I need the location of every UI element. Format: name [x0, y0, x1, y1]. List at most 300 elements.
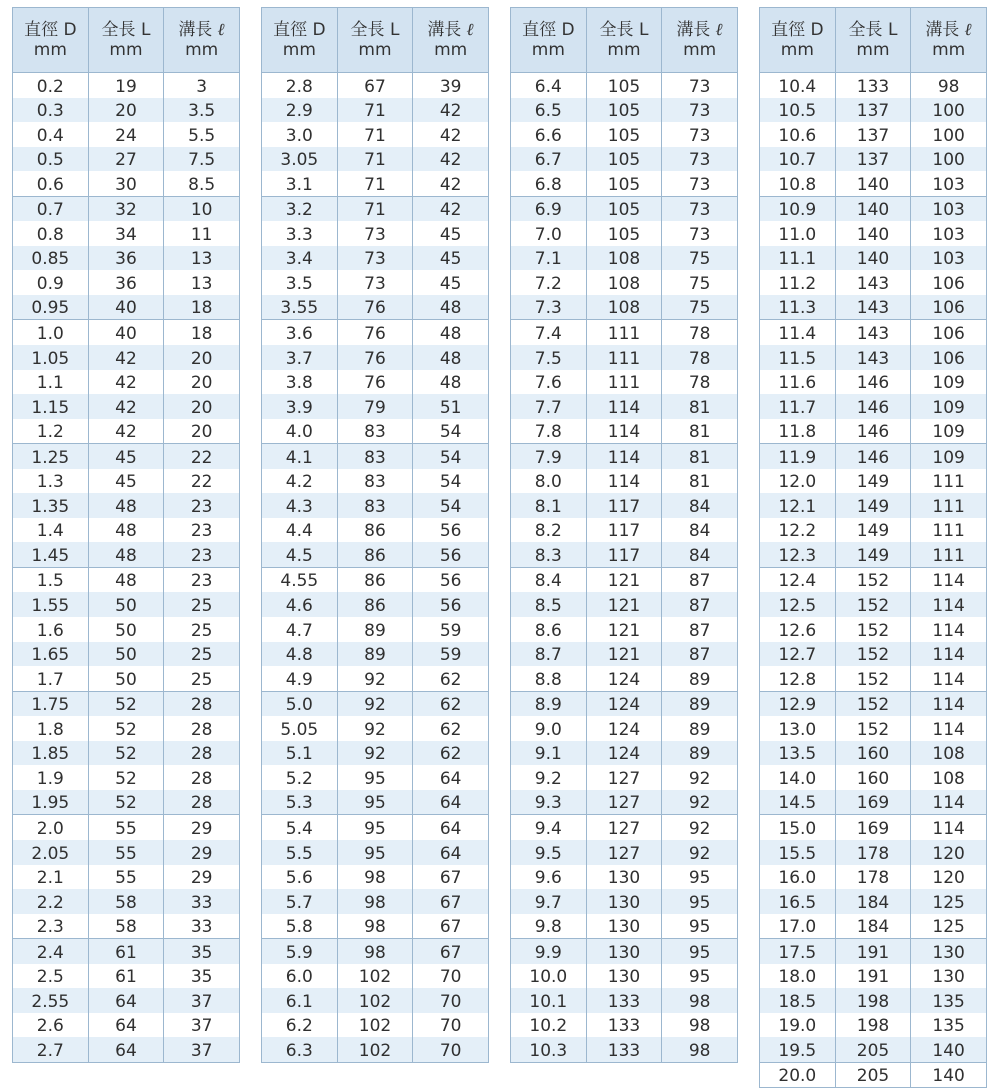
table-row — [262, 889, 489, 914]
total-length-header — [586, 8, 662, 73]
flute-length-cell: 120 — [911, 840, 987, 865]
flute-length-cell: 5.5 — [164, 122, 240, 147]
diameter-cell: 5.9 — [262, 939, 338, 964]
header-label: 溝長 — [178, 20, 218, 40]
table-row — [760, 1013, 987, 1038]
total-length-cell: 117 — [586, 542, 662, 567]
diameter-cell: 11.6 — [760, 370, 836, 395]
total-length-cell: 152 — [835, 716, 911, 741]
diameter-cell: 1.15 — [13, 394, 89, 419]
flute-length-cell: 70 — [413, 1037, 489, 1062]
diameter-cell: 4.1 — [262, 444, 338, 469]
table-row — [760, 493, 987, 518]
flute-length-cell: 54 — [413, 469, 489, 494]
diameter-cell: 14.5 — [760, 790, 836, 815]
total-length-cell: 92 — [337, 666, 413, 691]
total-length-cell: 45 — [88, 444, 164, 469]
total-length-cell: 19 — [88, 73, 164, 98]
table-row — [511, 716, 738, 741]
diameter-cell: 3.1 — [262, 171, 338, 196]
header-label: 溝長 — [676, 20, 716, 40]
table-row — [760, 518, 987, 543]
table-row — [511, 370, 738, 395]
diameter-cell: 8.8 — [511, 666, 587, 691]
table-row — [760, 765, 987, 790]
flute-length-cell: 25 — [164, 666, 240, 691]
diameter-cell: 2.0 — [13, 815, 89, 840]
total-length-cell: 184 — [835, 889, 911, 914]
table-row — [760, 98, 987, 123]
header-row — [13, 8, 240, 73]
flute-length-cell: 64 — [413, 840, 489, 865]
table-row — [760, 370, 987, 395]
flute-length-cell: 106 — [911, 270, 987, 295]
table-row — [13, 394, 240, 419]
flute-length-cell: 23 — [164, 567, 240, 592]
flute-length-header — [662, 8, 738, 73]
total-length-cell: 52 — [88, 741, 164, 766]
flute-length-cell: 62 — [413, 741, 489, 766]
table-row — [13, 765, 240, 790]
flute-length-cell: 114 — [911, 716, 987, 741]
flute-length-cell: 48 — [413, 295, 489, 320]
header-row — [511, 8, 738, 73]
flute-length-cell: 42 — [413, 147, 489, 172]
flute-length-cell: 111 — [911, 518, 987, 543]
total-length-cell: 127 — [586, 765, 662, 790]
diameter-cell: 12.5 — [760, 592, 836, 617]
diameter-cell: 8.1 — [511, 493, 587, 518]
flute-length-cell: 81 — [662, 419, 738, 444]
table-row — [262, 444, 489, 469]
table-row — [13, 567, 240, 592]
flute-length-cell: 73 — [662, 122, 738, 147]
flute-length-cell: 114 — [911, 617, 987, 642]
total-length-cell: 83 — [337, 419, 413, 444]
flute-length-cell: 3 — [164, 73, 240, 98]
flute-length-cell: 7.5 — [164, 147, 240, 172]
table-row — [262, 939, 489, 964]
diameter-cell: 3.55 — [262, 295, 338, 320]
flute-length-cell: 25 — [164, 617, 240, 642]
diameter-cell: 3.4 — [262, 246, 338, 271]
total-length-cell: 50 — [88, 592, 164, 617]
diameter-cell: 7.9 — [511, 444, 587, 469]
flute-length-cell: 75 — [662, 246, 738, 271]
total-length-cell: 152 — [835, 617, 911, 642]
table-row — [262, 122, 489, 147]
flute-length-cell: 106 — [911, 345, 987, 370]
flute-length-cell: 70 — [413, 1013, 489, 1038]
table-row — [760, 196, 987, 221]
total-length-cell: 61 — [88, 939, 164, 964]
total-length-cell: 71 — [337, 171, 413, 196]
flute-length-cell: 23 — [164, 518, 240, 543]
table-row — [511, 889, 738, 914]
table-row — [262, 964, 489, 989]
diameter-cell: 2.6 — [13, 1013, 89, 1038]
diameter-cell: 9.4 — [511, 815, 587, 840]
total-length-cell: 71 — [337, 98, 413, 123]
diameter-cell: 0.9 — [13, 270, 89, 295]
table-row — [760, 617, 987, 642]
flute-length-cell: 64 — [413, 765, 489, 790]
total-length-cell: 73 — [337, 221, 413, 246]
diameter-cell: 1.75 — [13, 691, 89, 716]
diameter-cell: 5.7 — [262, 889, 338, 914]
total-length-cell: 140 — [835, 221, 911, 246]
diameter-cell: 9.6 — [511, 865, 587, 890]
total-length-cell: 149 — [835, 493, 911, 518]
diameter-cell: 1.45 — [13, 542, 89, 567]
flute-length-cell: 125 — [911, 914, 987, 939]
table-row — [262, 691, 489, 716]
flute-length-cell: 109 — [911, 370, 987, 395]
diameter-cell: 2.55 — [13, 988, 89, 1013]
total-length-cell: 52 — [88, 691, 164, 716]
flute-length-cell: 114 — [911, 567, 987, 592]
total-length-cell: 169 — [835, 815, 911, 840]
flute-length-cell: 54 — [413, 493, 489, 518]
table-row — [13, 320, 240, 345]
flute-length-cell: 56 — [413, 567, 489, 592]
total-length-cell: 86 — [337, 542, 413, 567]
diameter-cell: 1.95 — [13, 790, 89, 815]
table-row — [262, 741, 489, 766]
flute-length-header — [413, 8, 489, 73]
total-length-cell: 36 — [88, 246, 164, 271]
diameter-cell: 1.1 — [13, 370, 89, 395]
total-length-cell: 114 — [586, 394, 662, 419]
diameter-cell: 3.6 — [262, 320, 338, 345]
table-row — [262, 765, 489, 790]
total-length-cell: 89 — [337, 642, 413, 667]
total-length-cell: 121 — [586, 642, 662, 667]
flute-length-cell: 111 — [911, 493, 987, 518]
diameter-cell: 12.0 — [760, 469, 836, 494]
diameter-cell: 11.3 — [760, 295, 836, 320]
flute-length-cell: 48 — [413, 320, 489, 345]
header-label: 直徑 D — [273, 20, 326, 40]
diameter-cell: 12.9 — [760, 691, 836, 716]
table-row — [511, 196, 738, 221]
total-length-cell: 114 — [586, 469, 662, 494]
flute-length-cell: 108 — [911, 741, 987, 766]
table-row — [760, 542, 987, 567]
flute-length-cell: 125 — [911, 889, 987, 914]
flute-length-cell: 95 — [662, 914, 738, 939]
table-row — [511, 73, 738, 98]
total-length-cell: 178 — [835, 840, 911, 865]
diameter-cell: 0.5 — [13, 147, 89, 172]
total-length-cell: 146 — [835, 394, 911, 419]
diameter-cell: 11.5 — [760, 345, 836, 370]
flute-length-cell: 75 — [662, 295, 738, 320]
table-row — [511, 171, 738, 196]
diameter-cell: 4.6 — [262, 592, 338, 617]
header-unit: mm — [683, 40, 717, 60]
diameter-cell: 6.5 — [511, 98, 587, 123]
table-row — [262, 246, 489, 271]
diameter-cell: 1.9 — [13, 765, 89, 790]
diameter-cell: 3.5 — [262, 270, 338, 295]
diameter-cell: 7.4 — [511, 320, 587, 345]
total-length-cell: 146 — [835, 370, 911, 395]
diameter-cell: 5.8 — [262, 914, 338, 939]
table-row — [262, 1013, 489, 1038]
diameter-cell: 4.7 — [262, 617, 338, 642]
diameter-cell: 4.8 — [262, 642, 338, 667]
flute-length-cell: 92 — [662, 790, 738, 815]
diameter-cell: 11.7 — [760, 394, 836, 419]
flute-length-cell: 73 — [662, 147, 738, 172]
diameter-cell: 8.7 — [511, 642, 587, 667]
table-row — [13, 419, 240, 444]
total-length-cell: 149 — [835, 469, 911, 494]
table-row — [262, 840, 489, 865]
total-length-cell: 48 — [88, 542, 164, 567]
total-length-cell: 86 — [337, 592, 413, 617]
diameter-cell: 1.65 — [13, 642, 89, 667]
diameter-cell: 9.7 — [511, 889, 587, 914]
diameter-cell: 10.2 — [511, 1013, 587, 1038]
total-length-cell: 55 — [88, 815, 164, 840]
total-length-cell: 152 — [835, 666, 911, 691]
flute-length-cell: 56 — [413, 592, 489, 617]
total-length-cell: 92 — [337, 691, 413, 716]
total-length-cell: 117 — [586, 518, 662, 543]
table-row — [511, 518, 738, 543]
total-length-cell: 178 — [835, 865, 911, 890]
table-row — [262, 1037, 489, 1062]
total-length-cell: 42 — [88, 370, 164, 395]
total-length-cell: 71 — [337, 147, 413, 172]
total-length-cell: 45 — [88, 469, 164, 494]
flute-length-cell: 45 — [413, 270, 489, 295]
table-row — [13, 691, 240, 716]
table-row — [13, 147, 240, 172]
flute-length-cell: 106 — [911, 295, 987, 320]
flute-length-cell: 62 — [413, 716, 489, 741]
diameter-cell: 2.7 — [13, 1037, 89, 1062]
table-row — [13, 196, 240, 221]
table-row — [511, 964, 738, 989]
total-length-cell: 76 — [337, 320, 413, 345]
flute-length-cell: 23 — [164, 542, 240, 567]
diameter-cell: 12.7 — [760, 642, 836, 667]
total-length-cell: 52 — [88, 765, 164, 790]
total-length-cell: 102 — [337, 988, 413, 1013]
total-length-cell: 152 — [835, 691, 911, 716]
total-length-cell: 89 — [337, 617, 413, 642]
flute-length-cell: 92 — [662, 815, 738, 840]
flute-length-cell: 13 — [164, 270, 240, 295]
total-length-cell: 102 — [337, 1037, 413, 1062]
table-row — [760, 320, 987, 345]
table-row — [760, 1037, 987, 1062]
diameter-cell: 1.85 — [13, 741, 89, 766]
diameter-cell: 1.2 — [13, 419, 89, 444]
header-unit: mm — [780, 40, 814, 60]
total-length-cell: 130 — [586, 914, 662, 939]
flute-length-cell: 29 — [164, 840, 240, 865]
table-row — [13, 518, 240, 543]
table-row — [13, 716, 240, 741]
table-row — [262, 147, 489, 172]
diameter-cell: 11.4 — [760, 320, 836, 345]
table-row — [13, 345, 240, 370]
flute-length-cell: 11 — [164, 221, 240, 246]
flute-length-cell: 78 — [662, 320, 738, 345]
diameter-cell: 1.8 — [13, 716, 89, 741]
total-length-cell: 86 — [337, 567, 413, 592]
total-length-cell: 98 — [337, 865, 413, 890]
table-row — [511, 666, 738, 691]
total-length-cell: 121 — [586, 592, 662, 617]
flute-length-cell: 103 — [911, 171, 987, 196]
diameter-cell: 0.8 — [13, 221, 89, 246]
table-row — [511, 493, 738, 518]
table-row — [13, 444, 240, 469]
table-row — [511, 221, 738, 246]
flute-length-cell: 25 — [164, 592, 240, 617]
table-row — [511, 790, 738, 815]
total-length-cell: 124 — [586, 691, 662, 716]
table-row — [13, 815, 240, 840]
flute-length-cell: 84 — [662, 493, 738, 518]
table-row — [760, 295, 987, 320]
table-row — [13, 171, 240, 196]
table-row — [13, 221, 240, 246]
total-length-cell: 140 — [835, 196, 911, 221]
flute-length-cell: 106 — [911, 320, 987, 345]
flute-length-cell: 37 — [164, 1037, 240, 1062]
header-unit: mm — [358, 40, 392, 60]
table-row — [262, 419, 489, 444]
total-length-header — [835, 8, 911, 73]
total-length-cell: 48 — [88, 493, 164, 518]
total-length-cell: 98 — [337, 939, 413, 964]
total-length-cell: 71 — [337, 122, 413, 147]
diameter-cell: 12.6 — [760, 617, 836, 642]
total-length-cell: 137 — [835, 122, 911, 147]
diameter-cell: 12.2 — [760, 518, 836, 543]
table-row — [511, 394, 738, 419]
diameter-cell: 8.6 — [511, 617, 587, 642]
total-length-cell: 127 — [586, 815, 662, 840]
total-length-cell: 92 — [337, 741, 413, 766]
diameter-cell: 3.0 — [262, 122, 338, 147]
total-length-cell: 133 — [586, 988, 662, 1013]
table-row — [262, 320, 489, 345]
flute-length-cell: 23 — [164, 493, 240, 518]
diameter-cell: 3.9 — [262, 394, 338, 419]
total-length-cell: 20 — [88, 98, 164, 123]
table-row — [511, 939, 738, 964]
table-row — [760, 221, 987, 246]
diameter-cell: 2.4 — [13, 939, 89, 964]
flute-length-cell: 56 — [413, 518, 489, 543]
diameter-cell: 2.3 — [13, 914, 89, 939]
flute-length-cell: 78 — [662, 370, 738, 395]
diameter-cell: 1.0 — [13, 320, 89, 345]
diameter-cell: 14.0 — [760, 765, 836, 790]
flute-length-cell: 87 — [662, 592, 738, 617]
flute-length-cell: 59 — [413, 642, 489, 667]
header-row — [262, 8, 489, 73]
table-row — [511, 691, 738, 716]
total-length-cell: 92 — [337, 716, 413, 741]
total-length-cell: 95 — [337, 815, 413, 840]
table-row — [511, 147, 738, 172]
total-length-cell: 42 — [88, 419, 164, 444]
diameter-cell: 19.5 — [760, 1037, 836, 1062]
total-length-cell: 105 — [586, 122, 662, 147]
flute-length-cell: 73 — [662, 73, 738, 98]
table-row — [13, 988, 240, 1013]
table-row — [262, 815, 489, 840]
flute-length-header — [911, 8, 987, 73]
total-length-cell: 40 — [88, 295, 164, 320]
flute-length-cell: 114 — [911, 691, 987, 716]
total-length-cell: 117 — [586, 493, 662, 518]
flute-length-cell: 67 — [413, 939, 489, 964]
diameter-cell: 3.8 — [262, 370, 338, 395]
diameter-cell: 0.85 — [13, 246, 89, 271]
total-length-cell: 105 — [586, 98, 662, 123]
diameter-cell: 6.3 — [262, 1037, 338, 1062]
diameter-cell: 6.1 — [262, 988, 338, 1013]
flute-length-cell: 62 — [413, 666, 489, 691]
diameter-cell: 0.6 — [13, 171, 89, 196]
total-length-cell: 95 — [337, 790, 413, 815]
total-length-cell: 73 — [337, 270, 413, 295]
total-length-cell: 143 — [835, 320, 911, 345]
flute-length-cell: 103 — [911, 221, 987, 246]
diameter-cell: 9.3 — [511, 790, 587, 815]
table-row — [760, 469, 987, 494]
table-row — [511, 642, 738, 667]
total-length-cell: 42 — [88, 394, 164, 419]
flute-length-cell: 130 — [911, 964, 987, 989]
flute-length-cell: 54 — [413, 419, 489, 444]
total-length-cell: 27 — [88, 147, 164, 172]
total-length-cell: 205 — [835, 1062, 911, 1088]
total-length-cell: 102 — [337, 964, 413, 989]
diameter-cell: 8.2 — [511, 518, 587, 543]
total-length-cell: 130 — [586, 865, 662, 890]
flute-length-cell: 89 — [662, 716, 738, 741]
total-length-cell: 24 — [88, 122, 164, 147]
flute-length-cell: 70 — [413, 964, 489, 989]
flute-length-cell: 109 — [911, 444, 987, 469]
total-length-cell: 114 — [586, 444, 662, 469]
total-length-cell: 48 — [88, 567, 164, 592]
flute-length-cell: 20 — [164, 419, 240, 444]
diameter-cell: 7.3 — [511, 295, 587, 320]
diameter-cell: 6.2 — [262, 1013, 338, 1038]
flute-length-cell: 108 — [911, 765, 987, 790]
table-row — [13, 914, 240, 939]
table-row — [760, 865, 987, 890]
flute-length-cell: 89 — [662, 691, 738, 716]
flute-length-cell: 20 — [164, 370, 240, 395]
diameter-cell: 6.8 — [511, 171, 587, 196]
table-row — [760, 815, 987, 840]
total-length-cell: 61 — [88, 964, 164, 989]
table-row — [262, 345, 489, 370]
table-row — [13, 295, 240, 320]
